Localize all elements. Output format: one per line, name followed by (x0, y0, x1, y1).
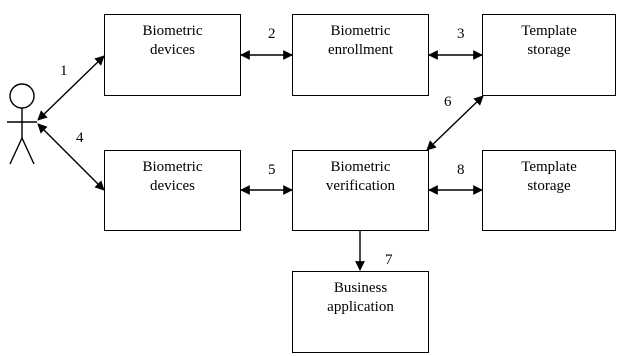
box-label-line: Biometric (142, 23, 203, 39)
box-label-line: devices (150, 42, 195, 58)
box-label-line: Business (333, 280, 388, 296)
box-label-line: application (327, 299, 394, 315)
box-label-line: verification (325, 178, 396, 194)
box-label-line: devices (150, 178, 195, 194)
biometric-devices-top-box (104, 14, 241, 96)
box-label-line: Biometric (330, 159, 391, 175)
box-label-line: storage (527, 178, 571, 194)
arrow-6 (427, 96, 483, 150)
business-application-box (292, 271, 429, 353)
box-label-line: storage (527, 42, 571, 58)
template-storage-top-box (482, 14, 616, 96)
step-label-6: 6 (444, 94, 452, 110)
biometric-verification-box (292, 150, 429, 231)
step-label-1: 1 (60, 63, 68, 79)
box-label-line: Biometric (142, 159, 203, 175)
step-label-7: 7 (385, 252, 393, 268)
arrow-1 (38, 56, 104, 120)
step-label-3: 3 (457, 26, 465, 42)
step-label-4: 4 (76, 130, 84, 146)
step-label-8: 8 (457, 162, 465, 178)
step-label-2: 2 (268, 26, 276, 42)
box-label-line: Template (521, 159, 577, 175)
step-label-5: 5 (268, 162, 276, 178)
biometric-enrollment-box (292, 14, 429, 96)
biometric-devices-bottom-box (104, 150, 241, 231)
template-storage-bottom-box (482, 150, 616, 231)
box-label-line: Biometric (330, 23, 391, 39)
box-label-line: Template (521, 23, 577, 39)
user-stick-figure-icon (7, 84, 37, 164)
box-label-line: enrollment (328, 42, 393, 58)
arrow-4 (38, 124, 104, 190)
